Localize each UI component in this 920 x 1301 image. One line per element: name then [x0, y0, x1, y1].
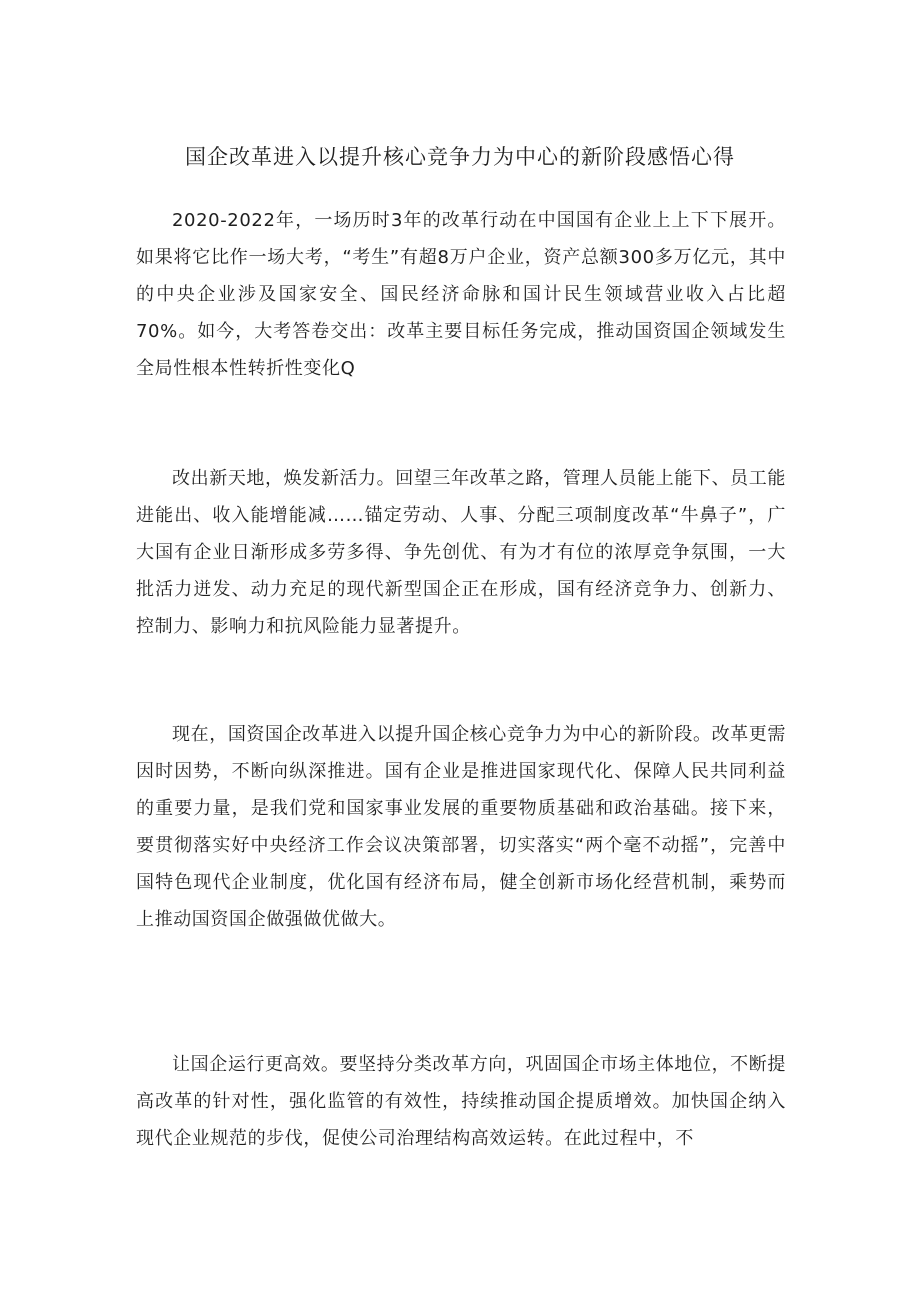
paragraph: 改出新天地，焕发新活力。回望三年改革之路，管理人员能上能下、员工能进能出、收入能增能减……锚定劳动、人事、分配三项制度改革“牛鼻子”，广大国有企业日渐形成多劳多得、争先创优、有为才有位的浓厚竞争氛围，一大批活力迸发、动力充足的现代新型国企正在形成，国有经济竞争力、创新力、控制力、影响力和抗风险能力显著提升。: [136, 468, 786, 637]
document-title: 国企改革进入以提升核心竞争力为中心的新阶段感悟心得: [185, 145, 735, 169]
paragraph: 让国企运行更高效。要坚持分类改革方向，巩固国企市场主体地位，不断提高改革的针对性，强化监管的有效性，持续推动国企提质增效。加快国企纳入现代企业规范的步伐，促使公司治理结构高效运转。在此过程中，不: [136, 1054, 786, 1149]
paragraph: 2020-2022年，一场历时3年的改革行动在中国国有企业上上下下展开。如果将它比作一场大考，“考生”有超8万户企业，资产总额300多万亿元，其中的中央企业涉及国家安全、国民经济命脉和国计民生领域营业收入占比超70%。如今，大考答卷交出：改革主要目标任务完成，推动国资国企领域发生全局性根本性转折性变化Q: [136, 210, 786, 379]
paragraph: 现在，国资国企改革进入以提升国企核心竞争力为中心的新阶段。改革更需因时因势，不断向纵深推进。国有企业是推进国家现代化、保障人民共同利益的重要力量，是我们党和国家事业发展的重要物质基础和政治基础。接下来，要贯彻落实好中央经济工作会议决策部署，切实落实“两个毫不动摇”，完善中国特色现代企业制度，优化国有经济布局，健全创新市场化经营机制，乘势而上推动国资国企做强做优做大。: [136, 724, 786, 930]
